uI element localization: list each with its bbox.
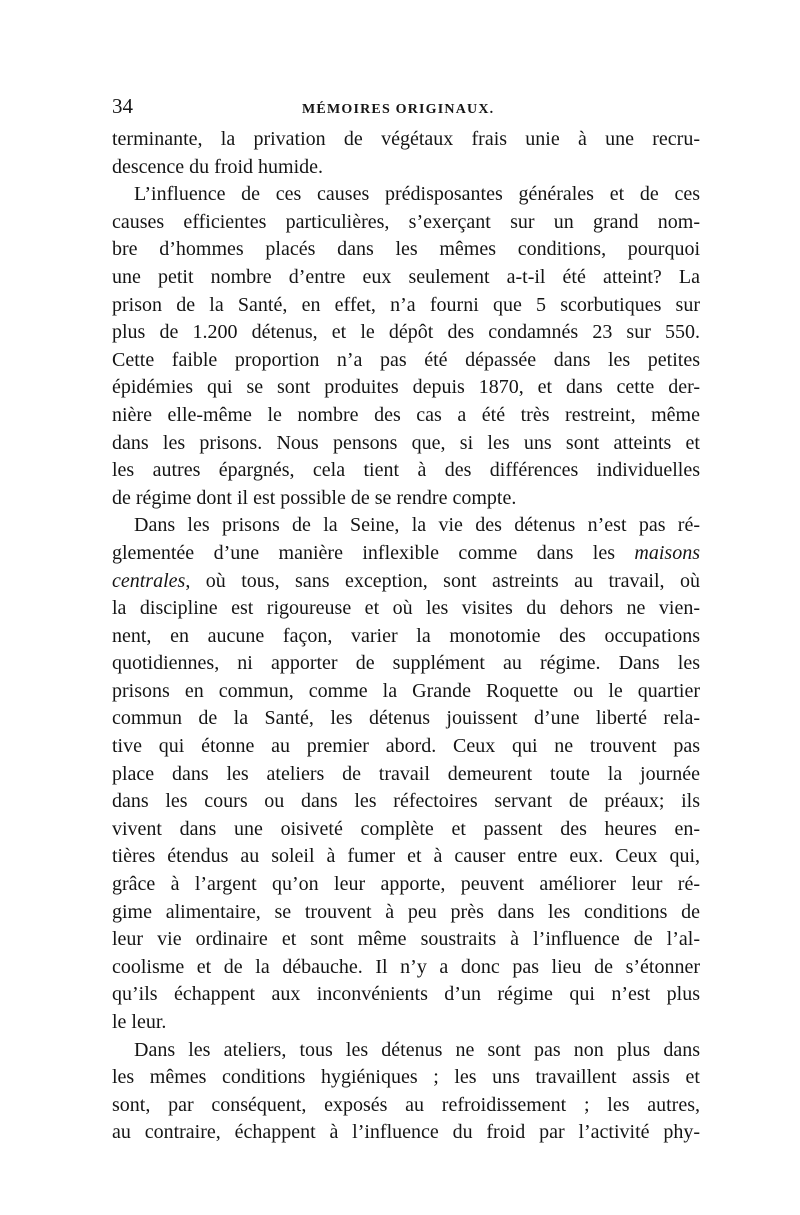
text-segment: glementée d’une manière inflexible comme dans les [112, 541, 635, 564]
text-line: prisons en commun, comme la Grande Roquette ou le quartier [112, 679, 700, 702]
text-segment: , où tous, sans exception, sont astreints au travail, où [185, 569, 700, 592]
text-line: Cette faible proportion n’a pas été dépassée dans les petites [112, 348, 700, 371]
text-line: de régime dont il est possible de se rendre compte. [112, 486, 517, 509]
text-line: les mêmes conditions hygiéniques ; les uns travaillent assis et [112, 1066, 700, 1089]
italic-term-maisons: maisons [634, 541, 700, 564]
text-line: descence du froid humide. [112, 155, 324, 178]
text-line: Dans les prisons de la Seine, la vie des détenus n’est pas ré- [134, 514, 700, 537]
text-line-with-italic [112, 568, 700, 596]
text-line: tive qui étonne au premier abord. Ceux qui ne trouvent pas [112, 735, 700, 758]
text-line: épidémies qui se sont produites depuis 1870, et dans cette der- [112, 376, 700, 399]
text-line: L’influence de ces causes prédisposantes générales et de ces [134, 183, 700, 206]
text-line: dans les prisons. Nous pensons que, si les uns sont atteints et [112, 431, 700, 454]
text-line: bre d’hommes placés dans les mêmes conditions, pourquoi [112, 238, 700, 261]
italic-term-centrales: centrales [112, 569, 186, 592]
text-line: prison de la Santé, en effet, n’a fourni que 5 scorbutiques sur [112, 293, 700, 316]
text-line: tières étendus au soleil à fumer et à causer entre eux. Ceux qui, [112, 845, 700, 868]
text-line: place dans les ateliers de travail demeurent toute la journée [112, 762, 700, 785]
text-line-with-italic [112, 540, 700, 568]
text-line: une petit nombre d’entre eux seulement a-t-il été atteint? La [112, 265, 700, 288]
page-number: 34 [112, 94, 133, 118]
running-head: MÉMOIRES ORIGINAUX. [302, 102, 495, 117]
text-line: au contraire, échappent à l’influence du froid par l’activité phy- [112, 1121, 700, 1144]
text-line: nière elle-même le nombre des cas a été très restreint, même [112, 403, 700, 426]
paragraph-1 [112, 126, 700, 181]
text-line: grâce à l’argent qu’on leur apporte, peuvent améliorer leur ré- [112, 873, 700, 896]
text-line: plus de 1.200 détenus, et le dépôt des condamnés 23 sur 550. [112, 321, 700, 344]
text-line: leur vie ordinaire et sont même soustraits à l’influence de l’al- [112, 928, 700, 951]
book-page [112, 94, 700, 1147]
page-header [112, 94, 700, 124]
text-line: vivent dans une oisiveté complète et passent des heures en- [112, 817, 700, 840]
text-line: qu’ils échappent aux inconvénients d’un régime qui n’est plus [112, 983, 700, 1006]
text-line: la discipline est rigoureuse et où les visites du dehors ne vien- [112, 597, 700, 620]
text-line: les autres épargnés, cela tient à des différences individuelles [112, 459, 700, 482]
text-line: gime alimentaire, se trouvent à peu près dans les conditions de [112, 900, 700, 923]
paragraph-3 [112, 512, 700, 1036]
text-line: dans les cours ou dans les réfectoires servant de préaux; ils [112, 790, 700, 813]
text-line: commun de la Santé, les détenus jouissent d’une liberté rela- [112, 707, 700, 730]
text-line: sont, par conséquent, exposés au refroidissement ; les autres, [112, 1093, 700, 1116]
text-line: coolisme et de la débauche. Il n’y a donc pas lieu de s’étonner [112, 955, 700, 978]
text-line: terminante, la privation de végétaux frais unie à une recru- [112, 128, 700, 150]
paragraph-2 [112, 181, 700, 512]
paragraph-4 [112, 1037, 700, 1147]
text-line: nent, en aucune façon, varier la monotomie des occupations [112, 624, 700, 647]
text-line: le leur. [112, 1011, 167, 1033]
text-line: quotidiennes, ni apporter de supplément au régime. Dans les [112, 652, 700, 675]
text-line: causes efficientes particulières, s’exerçant sur un grand nom- [112, 210, 700, 233]
text-line: Dans les ateliers, tous les détenus ne sont pas non plus dans [134, 1038, 700, 1061]
